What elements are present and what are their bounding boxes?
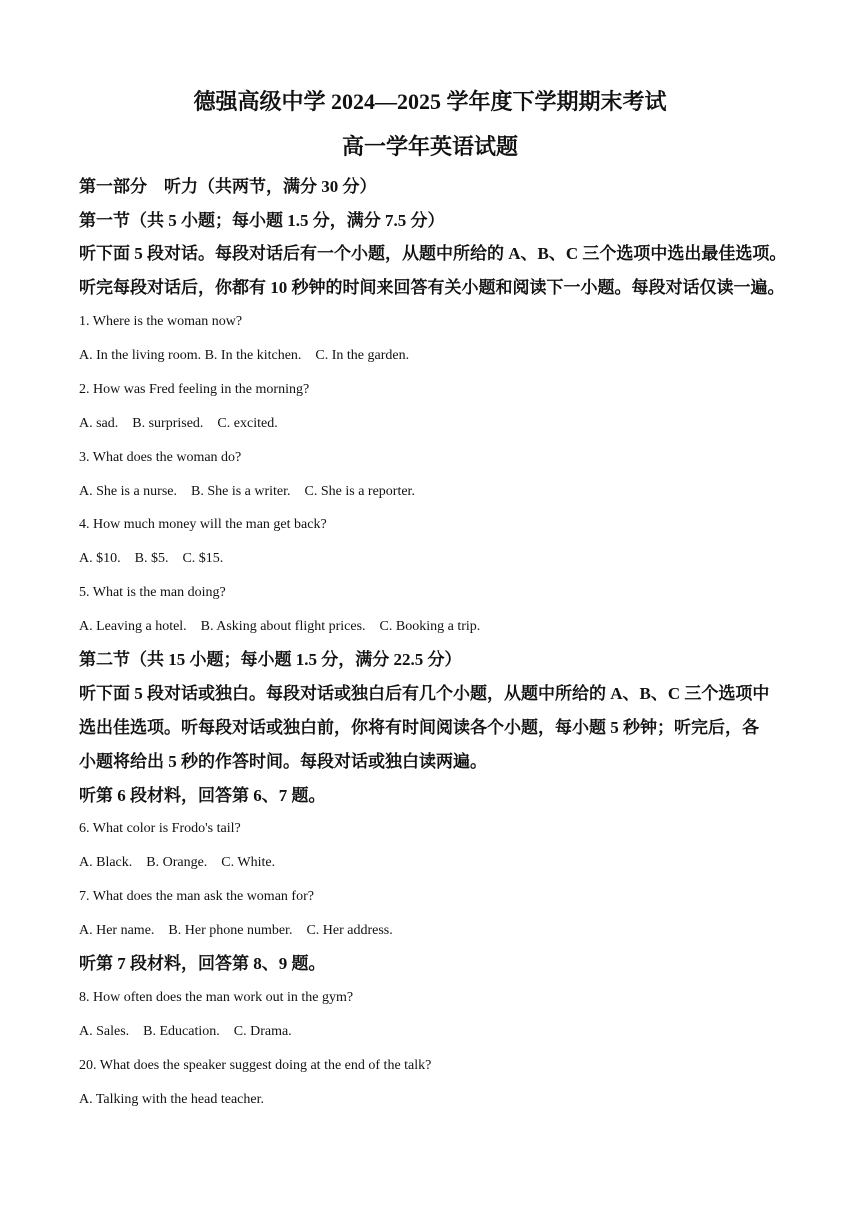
question-20-options: A. Talking with the head teacher. <box>79 1092 264 1107</box>
section2-instruction-3: 小题将给出 5 秒的作答时间。每段对话或独白读两遍。 <box>79 752 487 771</box>
section2-heading: 第二节（共 15 小题；每小题 1.5 分，满分 22.5 分） <box>79 650 462 669</box>
section1-instruction-1: 听下面 5 段对话。每段对话后有一个小题，从题中所给的 A、B、C 三个选项中选出最佳选项。 <box>79 244 787 263</box>
section2-instruction-2: 选出佳选项。听每段对话或独白前，你将有时间阅读各个小题，每小题 5 秒钟；听完后，各 <box>79 718 759 737</box>
question-7-stem: 7. What does the man ask the woman for? <box>79 889 314 904</box>
question-1-options: A. In the living room. B. In the kitchen. C. In the garden. <box>79 348 410 363</box>
question-5-options: A. Leaving a hotel. B. Asking about flight prices. C. Booking a trip. <box>79 619 481 634</box>
question-2-stem: 2. How was Fred feeling in the morning? <box>79 382 310 397</box>
exam-title: 德强高级中学 2024—2025 学年度下学期期末考试 <box>193 89 667 114</box>
question-5-stem: 5. What is the man doing? <box>79 585 226 600</box>
question-8-stem: 8. How often does the man work out in the gym? <box>79 990 354 1005</box>
question-8-options: A. Sales. B. Education. C. Drama. <box>79 1024 292 1039</box>
exam-subtitle: 高一学年英语试题 <box>341 134 518 159</box>
question-2-options: A. sad. B. surprised. C. excited. <box>79 416 278 431</box>
question-4-stem: 4. How much money will the man get back? <box>79 517 327 532</box>
material-7-heading: 听第 7 段材料，回答第 8、9 题。 <box>79 954 326 973</box>
question-3-options: A. She is a nurse. B. She is a writer. C. She is a reporter. <box>79 484 415 499</box>
section1-instruction-2: 听完每段对话后，你都有 10 秒钟的时间来回答有关小题和阅读下一小题。每段对话仅读一遍。 <box>79 278 785 297</box>
question-3-stem: 3. What does the woman do? <box>79 450 242 465</box>
question-4-options: A. $10. B. $5. C. $15. <box>79 551 224 566</box>
section1-heading: 第一节（共 5 小题；每小题 1.5 分，满分 7.5 分） <box>79 211 445 230</box>
question-6-options: A. Black. B. Orange. C. White. <box>79 855 276 870</box>
question-1-stem: 1. Where is the woman now? <box>79 314 243 329</box>
section2-instruction-1: 听下面 5 段对话或独白。每段对话或独白后有几个小题，从题中所给的 A、B、C 三个选项中 <box>79 684 770 703</box>
question-6-stem: 6. What color is Frodo's tail? <box>79 821 241 836</box>
question-7-options: A. Her name. B. Her phone number. C. Her address. <box>79 923 393 938</box>
material-6-heading: 听第 6 段材料，回答第 6、7 题。 <box>79 786 326 805</box>
part1-heading: 第一部分 听力（共两节，满分 30 分） <box>79 177 377 196</box>
question-20-stem: 20. What does the speaker suggest doing at the end of the talk? <box>79 1058 432 1073</box>
